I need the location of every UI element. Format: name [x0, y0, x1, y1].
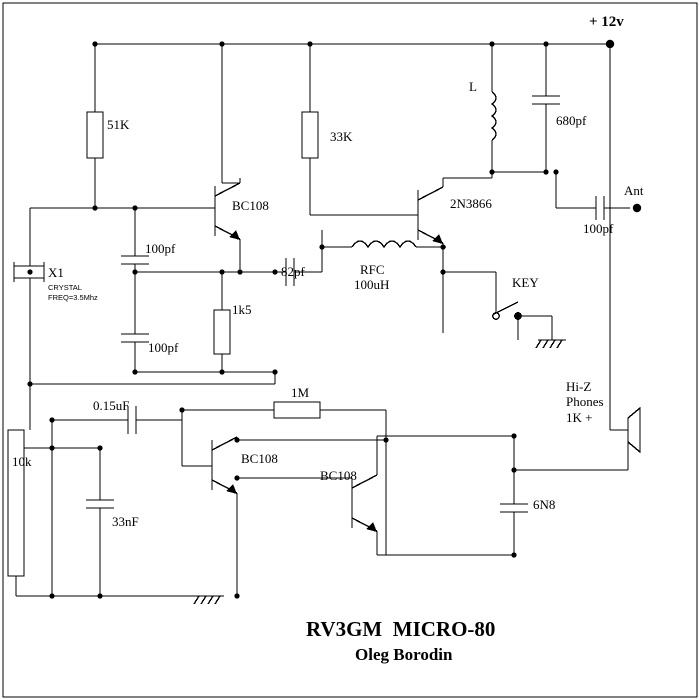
q1-collector-lead [215, 183, 240, 196]
label-c-015uf: 0.15uF [93, 398, 130, 413]
label-supply: + 12v [589, 14, 624, 30]
resistor-1k5-body [214, 310, 230, 354]
label-phones-1: Hi-Z [566, 379, 592, 394]
ground2-hatch3 [208, 596, 213, 604]
label-q3-bc108: BC108 [241, 451, 278, 466]
label-q1-bc108: BC108 [232, 198, 269, 213]
diagram-author: Oleg Borodin [355, 645, 453, 664]
q2-emitter-arrow [432, 234, 443, 244]
label-rfc-value: 100uH [354, 277, 390, 292]
label-ant: Ant [624, 183, 644, 198]
ground1-hatch3 [550, 340, 555, 348]
label-q2-2n3866: 2N3866 [450, 196, 492, 211]
label-r-10k: 10k [12, 454, 32, 469]
rfc-windings [352, 241, 416, 247]
label-r-51k: 51K [107, 117, 130, 132]
label-r-1m: 1M [291, 385, 310, 400]
label-c-680pf: 680pf [556, 113, 587, 128]
resistor-51k-body [87, 112, 103, 158]
label-coil-l: L [469, 79, 477, 94]
ground2-hatch4 [215, 596, 220, 604]
ground1-hatch4 [557, 340, 562, 348]
label-r-1k5: 1k5 [232, 302, 252, 317]
ground1-hatch2 [543, 340, 548, 348]
label-rfc-name: RFC [360, 262, 385, 277]
label-x1: X1 [48, 265, 64, 280]
label-c-33nf: 33nF [112, 514, 139, 529]
q2-collector-lead [418, 187, 443, 200]
label-q4-bc108: BC108 [320, 468, 357, 483]
resistor-33k-body [302, 112, 318, 158]
key-lever [494, 302, 518, 314]
label-c-100pf-bot: 100pf [148, 340, 179, 355]
diagram-title: RV3GM MICRO-80 [306, 617, 496, 641]
q1-emitter-arrow [229, 230, 240, 240]
label-x1-type: CRYSTAL [48, 283, 82, 292]
q3-collector-lead [212, 437, 237, 450]
label-c-100pf-top: 100pf [145, 241, 176, 256]
coil-l-windings [492, 92, 496, 140]
ground2-hatch1 [194, 596, 199, 604]
diagram-border [3, 3, 697, 697]
label-phones-2: Phones [566, 394, 604, 409]
resistor-10k-body [8, 430, 24, 576]
label-x1-freq: FREQ=3.5Mhz [48, 293, 98, 302]
ground1-hatch1 [536, 340, 541, 348]
label-c-6n8: 6N8 [533, 497, 556, 512]
speaker-cone [628, 408, 640, 452]
ground2-hatch2 [201, 596, 206, 604]
q4-emitter-arrow [366, 522, 377, 532]
label-c-82pf: 82pf [281, 264, 305, 279]
resistor-1m-body [274, 402, 320, 418]
label-c-100pf-ant: 100pf [583, 221, 614, 236]
label-phones-3: 1K + [566, 410, 593, 425]
label-r-33k: 33K [330, 129, 353, 144]
q3-emitter-arrow [226, 484, 237, 494]
label-key: KEY [512, 275, 539, 290]
